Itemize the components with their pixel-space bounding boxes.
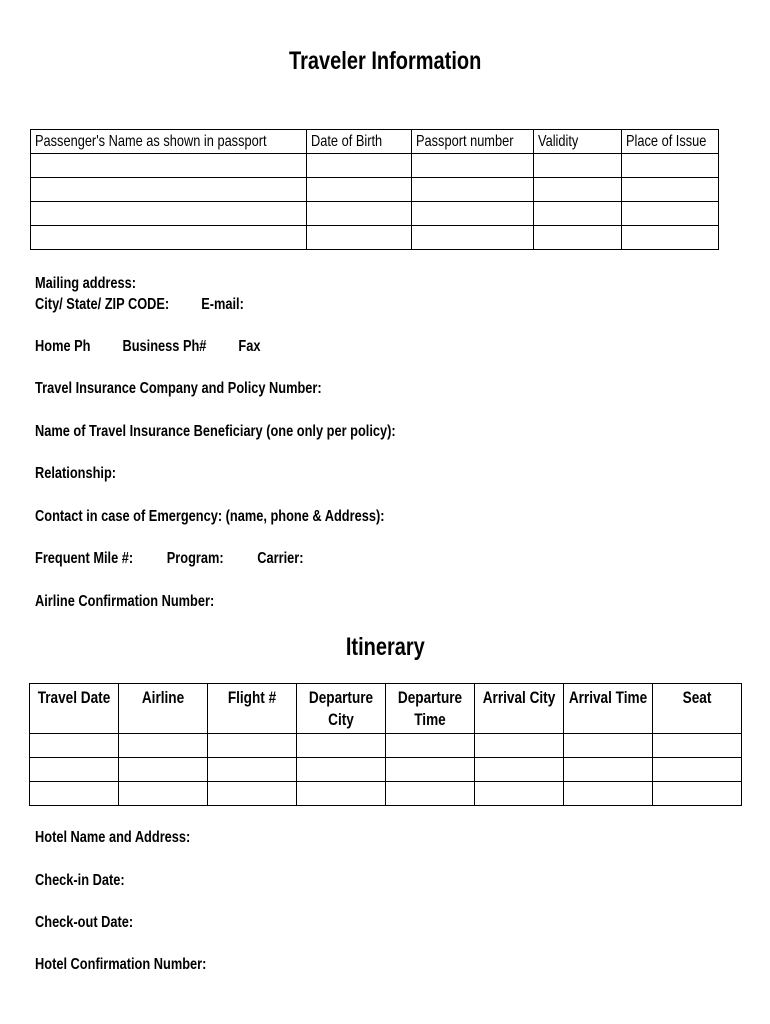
table-row bbox=[30, 734, 742, 758]
relationship-label: Relationship: bbox=[35, 465, 117, 482]
frequent-mile-line bbox=[35, 549, 371, 569]
column-header: Arrival City bbox=[475, 684, 564, 734]
table-cell[interactable] bbox=[386, 782, 475, 806]
table-row bbox=[30, 782, 742, 806]
phone-line bbox=[35, 337, 317, 357]
column-header: Seat bbox=[653, 684, 742, 734]
table-cell[interactable] bbox=[307, 154, 412, 178]
table-cell[interactable] bbox=[307, 226, 412, 250]
table-cell[interactable] bbox=[622, 154, 719, 178]
table-cell[interactable] bbox=[622, 202, 719, 226]
table-cell[interactable] bbox=[475, 734, 564, 758]
table-cell[interactable] bbox=[307, 202, 412, 226]
table-cell[interactable] bbox=[31, 178, 307, 202]
passenger-table-header-row bbox=[31, 130, 719, 154]
table-cell[interactable] bbox=[307, 178, 412, 202]
table-cell[interactable] bbox=[208, 782, 297, 806]
table-cell[interactable] bbox=[31, 154, 307, 178]
table-row bbox=[30, 758, 742, 782]
table-cell[interactable] bbox=[475, 758, 564, 782]
hotel-confirmation-label: Hotel Confirmation Number: bbox=[35, 956, 207, 973]
column-header: Flight # bbox=[208, 684, 297, 734]
table-cell[interactable] bbox=[119, 734, 208, 758]
table-cell[interactable] bbox=[297, 734, 386, 758]
table-cell[interactable] bbox=[30, 734, 119, 758]
table-cell[interactable] bbox=[297, 782, 386, 806]
table-cell[interactable] bbox=[297, 758, 386, 782]
table-cell[interactable] bbox=[30, 758, 119, 782]
table-cell[interactable] bbox=[31, 202, 307, 226]
column-header: Travel Date bbox=[30, 684, 119, 734]
city-email-line bbox=[35, 295, 296, 315]
table-cell[interactable] bbox=[412, 178, 534, 202]
itinerary-table bbox=[29, 683, 742, 806]
table-cell[interactable] bbox=[412, 154, 534, 178]
passenger-table bbox=[30, 129, 719, 250]
frequent-mile-label: Frequent Mile #: bbox=[35, 550, 134, 567]
table-cell[interactable] bbox=[564, 758, 653, 782]
fax-label: Fax bbox=[238, 338, 261, 355]
city-state-zip-label: City/ State/ ZIP CODE: bbox=[35, 296, 170, 313]
table-cell[interactable] bbox=[534, 154, 622, 178]
column-header: Passenger's Name as shown in passport bbox=[31, 130, 307, 154]
table-cell[interactable] bbox=[653, 782, 742, 806]
page-title bbox=[0, 47, 770, 76]
itinerary-header-row bbox=[30, 684, 742, 734]
table-cell[interactable] bbox=[622, 178, 719, 202]
table-row bbox=[31, 202, 719, 226]
airline-confirmation-label: Airline Confirmation Number: bbox=[35, 593, 215, 610]
table-cell[interactable] bbox=[622, 226, 719, 250]
column-header: Place of Issue bbox=[622, 130, 719, 154]
check-out-date-label: Check-out Date: bbox=[35, 914, 134, 931]
check-in-date-label: Check-in Date: bbox=[35, 872, 125, 889]
email-label: E-mail: bbox=[201, 296, 244, 313]
business-phone-label: Business Ph# bbox=[122, 338, 207, 355]
table-cell[interactable] bbox=[208, 758, 297, 782]
insurance-company-label: Travel Insurance Company and Policy Number: bbox=[35, 380, 322, 397]
table-cell[interactable] bbox=[564, 734, 653, 758]
itinerary-title: Itinerary bbox=[345, 633, 425, 661]
column-header: Validity bbox=[534, 130, 622, 154]
traveler-information-title: Traveler Information bbox=[288, 47, 482, 75]
table-cell[interactable] bbox=[208, 734, 297, 758]
table-cell[interactable] bbox=[653, 758, 742, 782]
table-row bbox=[31, 226, 719, 250]
program-label: Program: bbox=[166, 550, 224, 567]
table-cell[interactable] bbox=[119, 758, 208, 782]
column-header: Airline bbox=[119, 684, 208, 734]
emergency-contact-label: Contact in case of Emergency: (name, phone & Address): bbox=[35, 508, 385, 525]
table-cell[interactable] bbox=[564, 782, 653, 806]
hotel-name-address-label: Hotel Name and Address: bbox=[35, 829, 191, 846]
insurance-beneficiary-label: Name of Travel Insurance Beneficiary (one only per policy): bbox=[35, 423, 396, 440]
table-cell[interactable] bbox=[31, 226, 307, 250]
carrier-label: Carrier: bbox=[257, 550, 304, 567]
table-cell[interactable] bbox=[475, 782, 564, 806]
table-cell[interactable] bbox=[412, 226, 534, 250]
table-cell[interactable] bbox=[30, 782, 119, 806]
table-cell[interactable] bbox=[119, 782, 208, 806]
column-header: Departure City bbox=[297, 684, 386, 734]
table-cell[interactable] bbox=[653, 734, 742, 758]
mailing-address-label: Mailing address: bbox=[35, 275, 136, 292]
column-header: Date of Birth bbox=[307, 130, 412, 154]
table-row bbox=[31, 178, 719, 202]
table-cell[interactable] bbox=[412, 202, 534, 226]
table-row bbox=[31, 154, 719, 178]
column-header: Passport number bbox=[412, 130, 534, 154]
table-cell[interactable] bbox=[534, 226, 622, 250]
column-header: Departure Time bbox=[386, 684, 475, 734]
table-cell[interactable] bbox=[534, 202, 622, 226]
table-cell[interactable] bbox=[386, 758, 475, 782]
table-cell[interactable] bbox=[386, 734, 475, 758]
table-cell[interactable] bbox=[534, 178, 622, 202]
home-phone-label: Home Ph bbox=[35, 338, 91, 355]
column-header: Arrival Time bbox=[564, 684, 653, 734]
